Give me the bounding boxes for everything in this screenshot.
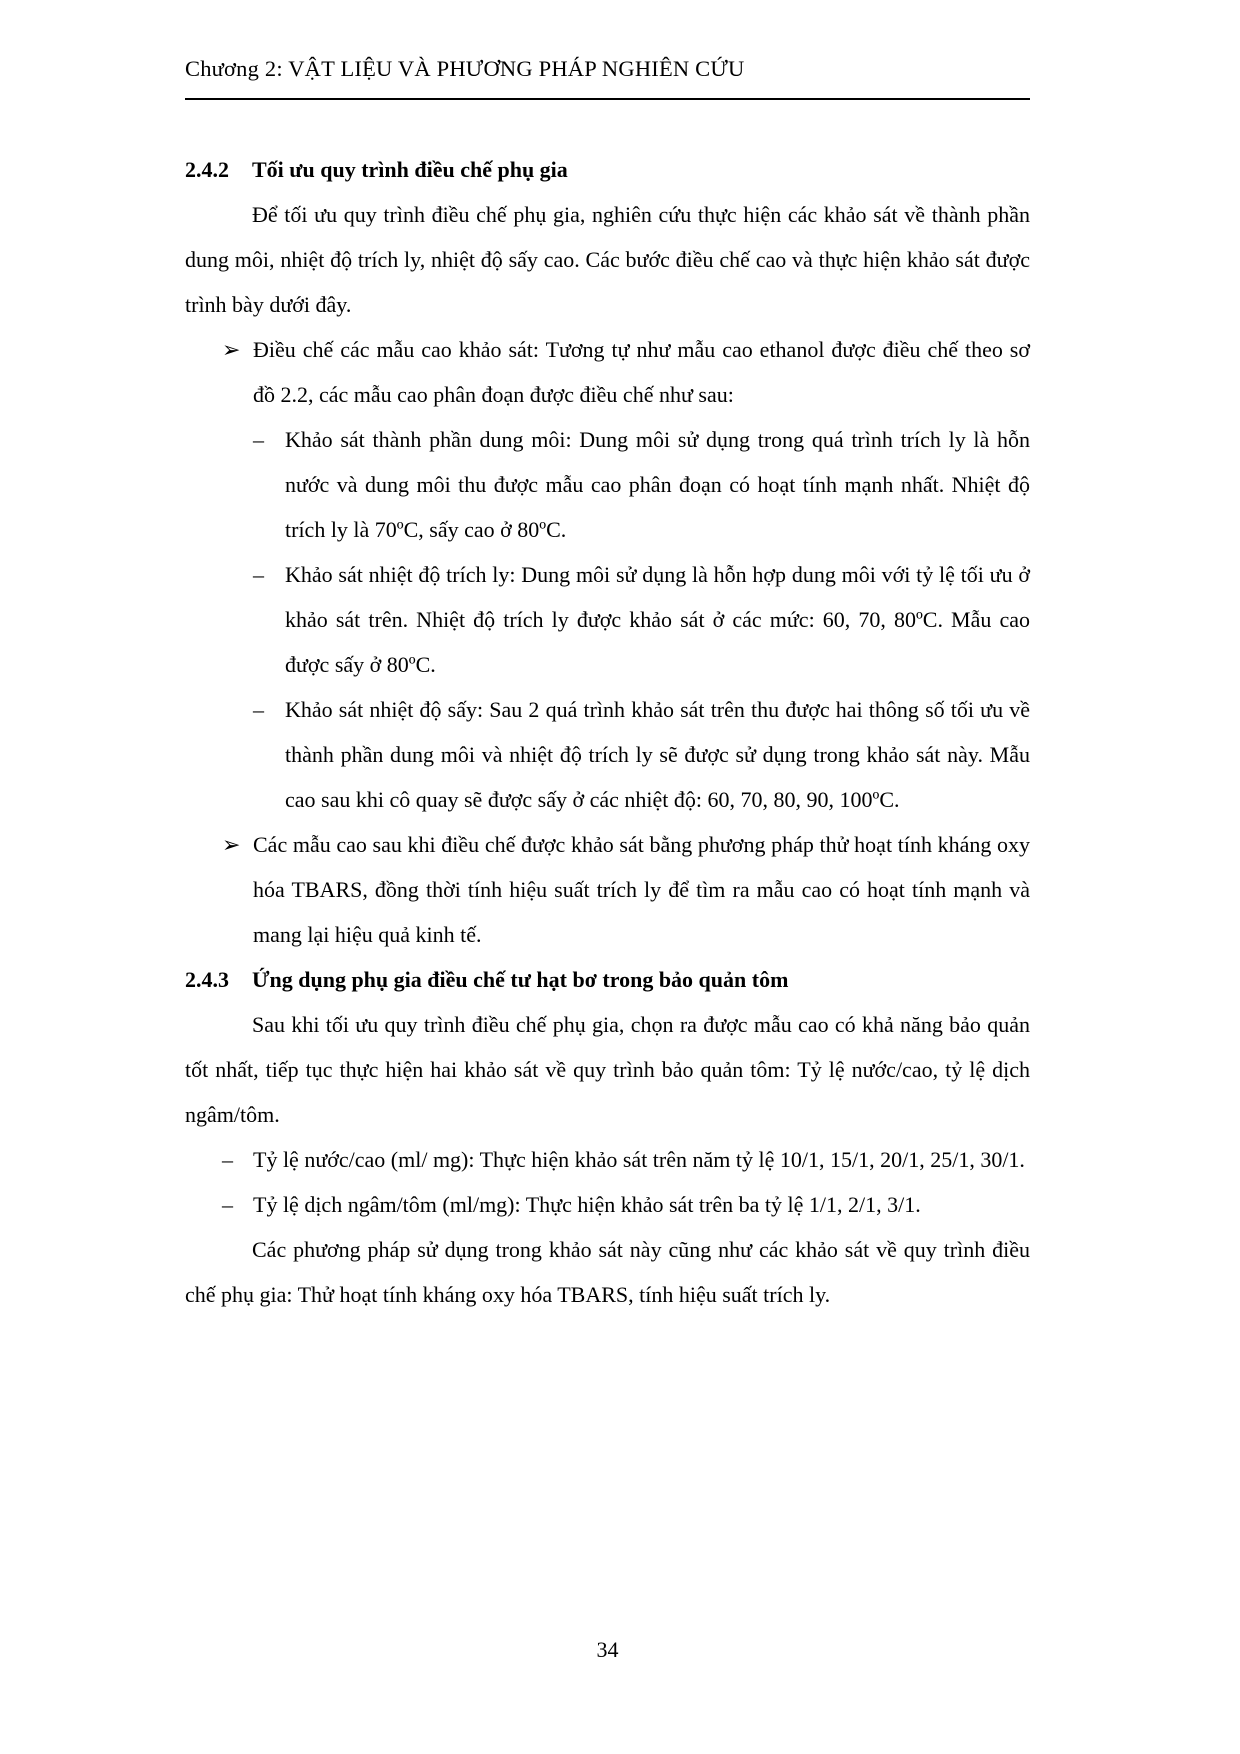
section-243-heading [185,957,1030,1002]
header-rule [185,98,1030,100]
section-title: Tối ưu quy trình điều chế phụ gia [252,157,568,182]
list-item-dash-water-extract-ratio [222,1137,1030,1182]
section-number: 2.4.2 [185,157,229,182]
paragraph-243-intro: Sau khi tối ưu quy trình điều chế phụ gia, chọn ra được mẫu cao có khả năng bảo quản tốt nhất, tiếp tục thực hiện hai khảo sát về quy trình bảo quản tôm: Tỷ lệ nước/cao, tỷ lệ dịch ngâm/tôm. [185,1012,1030,1127]
arrow-bullet-icon: ➢ [222,337,241,362]
list-item-text: Điều chế các mẫu cao khảo sát: Tương tự như mẫu cao ethanol được điều chế theo sơ đồ 2.2, các mẫu cao phân đoạn được điều chế như sau: [253,337,1030,407]
list-item-text: Khảo sát nhiệt độ trích ly: Dung môi sử dụng là hỗn hợp dung môi với tỷ lệ tối ưu ở khảo sát trên. Nhiệt độ trích ly được khảo sát ở các mức: 60, 70, 80ºC. Mẫu cao được sấy ở 80ºC. [285,562,1030,677]
paragraph-243-closing: Các phương pháp sử dụng trong khảo sát này cũng như các khảo sát về quy trình điều chế phụ gia: Thử hoạt tính kháng oxy hóa TBARS, tính hiệu suất trích ly. [185,1237,1030,1307]
section-number: 2.4.3 [185,967,229,992]
list-item-text: Tỷ lệ dịch ngâm/tôm (ml/mg): Thực hiện khảo sát trên ba tỷ lệ 1/1, 2/1, 3/1. [253,1192,921,1217]
chapter-header: Chương 2: VẬT LIỆU VÀ PHƯƠNG PHÁP NGHIÊN CỨU [185,56,745,81]
dash-bullet-icon: – [253,697,264,722]
page-content [185,52,1030,1317]
dash-bullet-icon: – [222,1147,233,1172]
list-item-dash-soak-shrimp-ratio [222,1182,1030,1227]
list-item-dash-drying-temp [253,687,1030,822]
dash-bullet-icon: – [253,427,264,452]
list-item-arrow-2 [222,822,1030,957]
list-item-text: Các mẫu cao sau khi điều chế được khảo sát bằng phương pháp thử hoạt tính kháng oxy hóa TBARS, đồng thời tính hiệu suất trích ly để tìm ra mẫu cao có hoạt tính mạnh và mang lại hiệu quả kinh tế. [253,832,1030,947]
paragraph-242-intro: Để tối ưu quy trình điều chế phụ gia, nghiên cứu thực hiện các khảo sát về thành phần dung môi, nhiệt độ trích ly, nhiệt độ sấy cao. Các bước điều chế cao và thực hiện khảo sát được trình bày dưới đây. [185,202,1030,317]
list-item-text: Khảo sát nhiệt độ sấy: Sau 2 quá trình khảo sát trên thu được hai thông số tối ưu về thành phần dung môi và nhiệt độ trích ly sẽ được sử dụng trong khảo sát này. Mẫu cao sau khi cô quay sẽ được sấy ở các nhiệt độ: 60, 70, 80, 90, 100ºC. [285,697,1030,812]
list-item-text: Khảo sát thành phần dung môi: Dung môi sử dụng trong quá trình trích ly là hỗn nước và dung môi thu được mẫu cao phân đoạn có hoạt tính mạnh nhất. Nhiệt độ trích ly là 70ºC, sấy cao ở 80ºC. [285,427,1030,542]
section-title: Ứng dụng phụ gia điều chế tư hạt bơ trong bảo quản tôm [252,967,789,992]
list-item-dash-solvent [253,417,1030,552]
list-item-dash-extraction-temp [253,552,1030,687]
list-item-arrow-1 [222,327,1030,417]
list-item-text: Tỷ lệ nước/cao (ml/ mg): Thực hiện khảo sát trên năm tỷ lệ 10/1, 15/1, 20/1, 25/1, 30/1. [253,1147,1025,1172]
dash-bullet-icon: – [222,1192,233,1217]
dash-bullet-icon: – [253,562,264,587]
page-number: 34 [596,1637,619,1662]
section-242-heading [185,147,1030,192]
arrow-bullet-icon: ➢ [222,832,241,857]
